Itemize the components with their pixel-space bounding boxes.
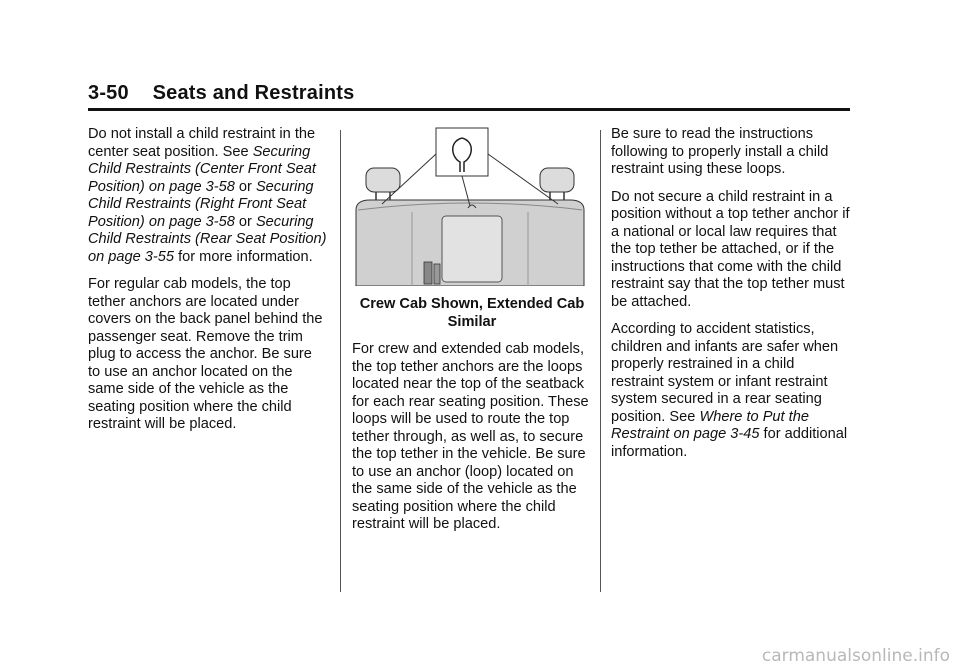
link-where-to-put-restraint[interactable]: Where to Put the Restraint on page 3-45 <box>611 408 809 442</box>
paragraph-regular-cab: For regular cab models, the top tether anchors are located under covers on the back panel behind the passenger seat. Remove the trim plug to access the anchor. Be sure to use an anchor located on the same side of the vehicle as the seating position where the child restraint will be placed. <box>88 276 323 432</box>
paragraph-accident-statistics: According to accident statistics, children and infants are safer when properly restrained in a child restraint system or infant restraint system secured in a rear seating position. See Where to Put the Restraint on page 3-45 for additional information. <box>611 321 848 460</box>
paragraph-crew-cab: For crew and extended cab models, the top tether anchors are the loops located near the top of the seatback for each rear seating position. These loops will be used to route the top tether through, as well as, to secure the top tether in the vehicle. Be sure to use an anchor (loop) located on the same side of the vehicle as the seating position where the child restraint will be placed. <box>352 341 589 532</box>
column-left <box>88 126 328 444</box>
header-rule <box>88 108 850 111</box>
column-divider-left <box>340 130 341 592</box>
page-number: 3-50 <box>88 82 129 104</box>
paragraph-center-seat: Do not install a child restraint in the center seat position. See Securing Child Restraints (Center Front Seat Position) on page 3-58 or Securing Child Restraints (Right Front Seat Position) on page 3-58 or Securing Child Restraints (Rear Seat Position) on page 3-55 for more information. <box>88 126 327 265</box>
watermark: carmanualsonline.info <box>761 646 950 666</box>
section-title: Seats and Restraints <box>152 82 355 104</box>
column-divider-right <box>600 130 601 592</box>
page-header <box>88 82 354 105</box>
column-right <box>611 126 851 471</box>
link-right-front-seat[interactable]: Securing Child Restraints (Right Front Seat Position) on page 3-58 <box>88 178 314 230</box>
paragraph-read-instructions: Be sure to read the instructions following to properly install a child restraint using these loops. <box>611 126 829 177</box>
column-middle <box>352 126 592 544</box>
paragraph-law-requirement: Do not secure a child restraint in a position without a top tether anchor if a national or local law requires that the top tether be attached, or if the instructions that come with the child restraint say that the top tether must be attached. <box>611 188 850 310</box>
link-rear-seat[interactable]: Securing Child Restraints (Rear Seat Position) on page 3-55 <box>88 213 327 265</box>
figure-caption: Crew Cab Shown, Extended Cab Similar <box>359 296 585 330</box>
rear-seat-tether-illustration <box>352 126 588 286</box>
link-center-front-seat[interactable]: Securing Child Restraints (Center Front Seat Position) on page 3-58 <box>88 143 316 195</box>
